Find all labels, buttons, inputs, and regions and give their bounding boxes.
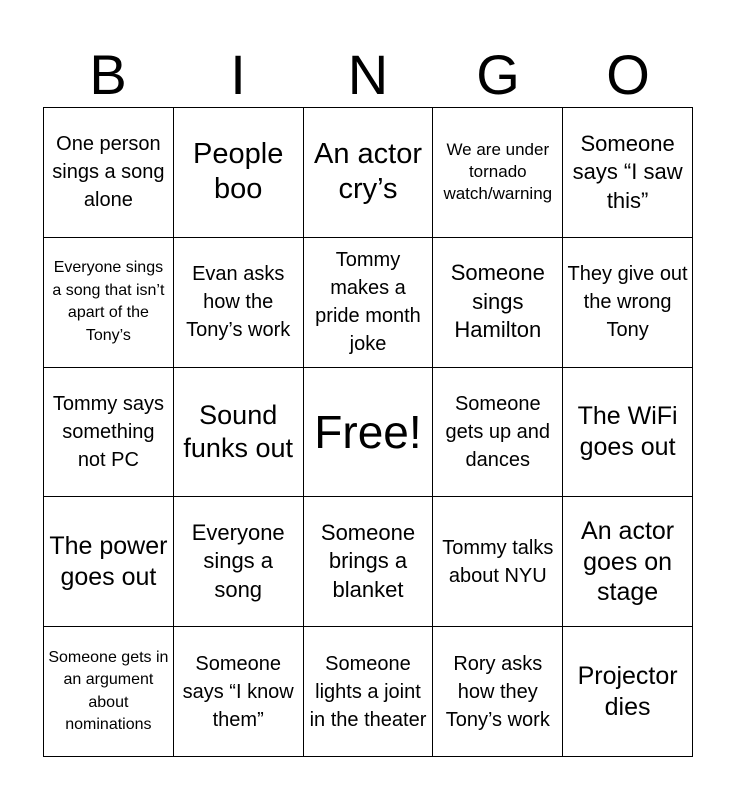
cell-text: Someone says “I saw this” — [572, 130, 683, 213]
cell-text: Sound funks out — [183, 399, 293, 463]
free-space-cell[interactable] — [304, 368, 434, 498]
cell-text: Projector dies — [577, 662, 678, 721]
header-letter-n: N — [347, 43, 389, 106]
header-letter-g: G — [476, 43, 520, 106]
bingo-cell[interactable] — [44, 238, 174, 368]
header-letter-b: B — [89, 43, 127, 106]
bingo-cell[interactable] — [174, 368, 304, 498]
cell-text: Tommy makes a pride month joke — [315, 249, 421, 356]
cell-text: Rory asks how they Tony’s work — [445, 652, 550, 731]
bingo-cell[interactable] — [304, 108, 434, 238]
bingo-header — [43, 44, 693, 106]
cell-text: They give out the wrong Tony — [567, 263, 688, 342]
bingo-cell[interactable] — [433, 108, 563, 238]
bingo-cell[interactable] — [304, 238, 434, 368]
bingo-cell[interactable] — [433, 368, 563, 498]
bingo-cell[interactable] — [174, 108, 304, 238]
cell-text: Everyone sings a song — [191, 519, 285, 603]
bingo-cell[interactable] — [563, 497, 693, 627]
bingo-cell[interactable] — [563, 108, 693, 238]
cell-text: Someone gets in an argument about nominations — [48, 648, 169, 733]
bingo-cell[interactable] — [563, 238, 693, 368]
bingo-cell[interactable] — [304, 497, 434, 627]
header-letter-i: I — [230, 43, 246, 106]
cell-text: People boo — [193, 138, 284, 206]
cell-text: An actor goes on stage — [581, 517, 675, 607]
cell-text: Free! — [314, 405, 422, 458]
cell-text: Evan asks how the Tony’s work — [186, 263, 291, 342]
cell-text: An actor cry’s — [313, 138, 422, 206]
bingo-cell[interactable] — [174, 497, 304, 627]
cell-text: The WiFi goes out — [577, 402, 678, 461]
cell-text: Someone sings Hamilton — [450, 260, 545, 343]
bingo-cell[interactable] — [44, 627, 174, 757]
bingo-cell[interactable] — [174, 627, 304, 757]
bingo-cell[interactable] — [563, 368, 693, 498]
bingo-cell[interactable] — [433, 627, 563, 757]
cell-text: Everyone sings a song that isn’t apart of the Tony’s — [52, 259, 165, 344]
cell-text: One person sings a song alone — [52, 133, 165, 212]
bingo-cell[interactable] — [44, 108, 174, 238]
bingo-cell[interactable] — [304, 627, 434, 757]
cell-text: Someone says “I know them” — [182, 652, 294, 731]
cell-text: Someone gets up and dances — [445, 392, 551, 471]
bingo-cell[interactable] — [433, 238, 563, 368]
bingo-board — [43, 107, 693, 757]
bingo-cell[interactable] — [44, 368, 174, 498]
bingo-cell[interactable] — [433, 497, 563, 627]
cell-text: We are under tornado watch/warning — [443, 140, 553, 204]
bingo-cell[interactable] — [44, 497, 174, 627]
header-letter-o: O — [606, 43, 650, 106]
cell-text: Tommy talks about NYU — [442, 536, 554, 587]
cell-text: Someone brings a blanket — [320, 519, 416, 603]
cell-text: Someone lights a joint in the theater — [309, 652, 427, 731]
cell-text: Tommy says something not PC — [52, 392, 164, 471]
bingo-cell[interactable] — [174, 238, 304, 368]
bingo-cell[interactable] — [563, 627, 693, 757]
cell-text: The power goes out — [49, 532, 168, 591]
